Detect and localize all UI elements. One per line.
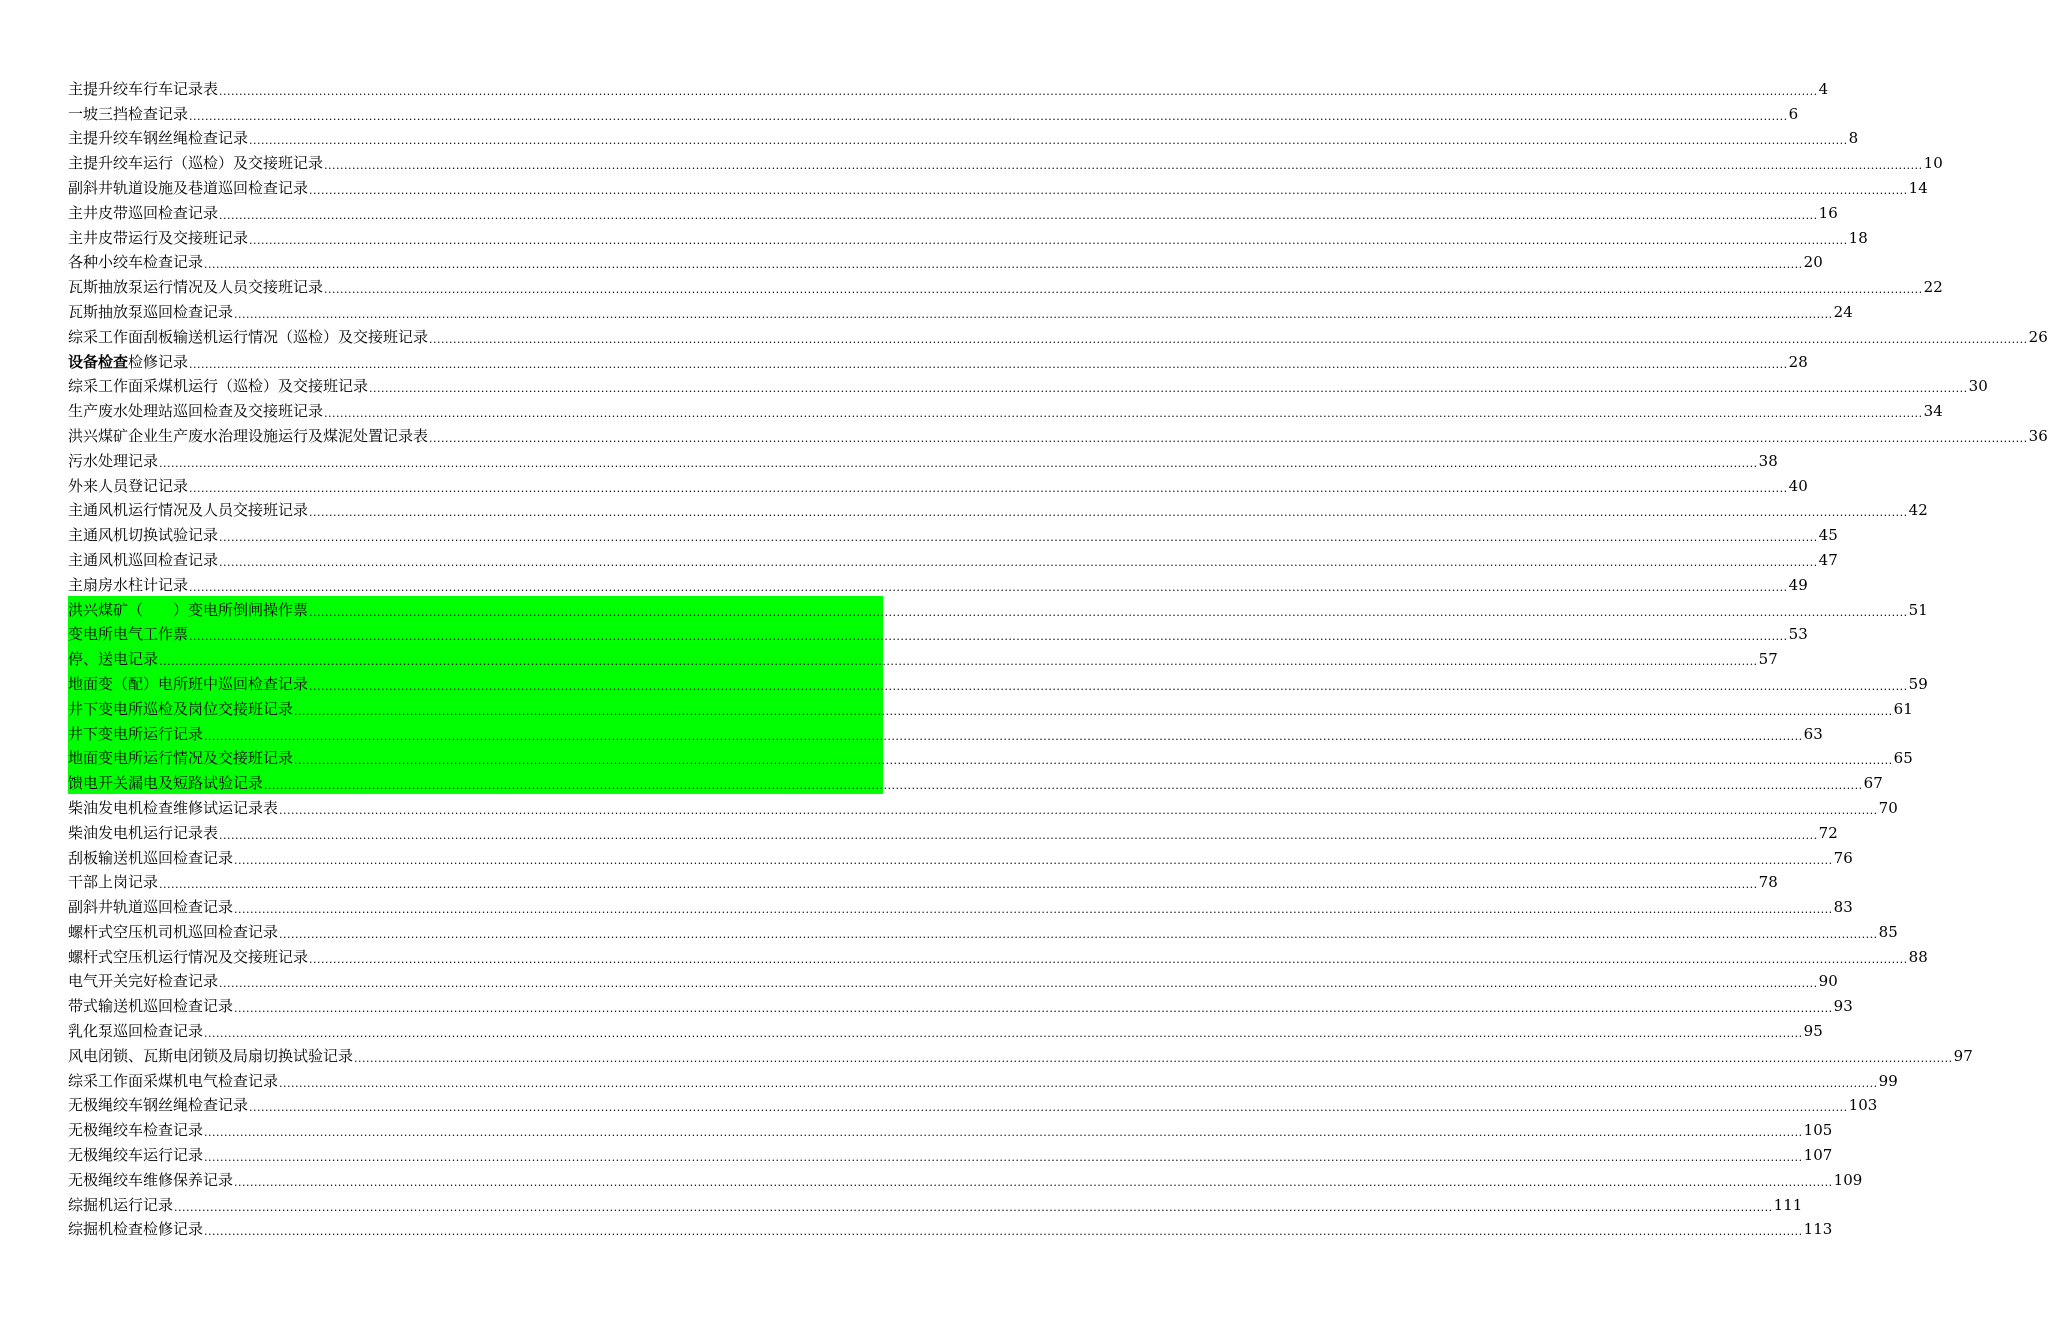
toc-entry[interactable] xyxy=(68,645,1778,670)
dot-leader: ................................................................................................................................................................................................................................................................................................................................................................................................................ xyxy=(309,183,1908,197)
toc-entry[interactable] xyxy=(68,422,2048,447)
toc-entry-title-text: 井下变电所运行记录 xyxy=(68,724,204,743)
toc-entry-title-text: 主井皮带巡回检查记录 xyxy=(68,203,219,222)
dot-leader: ................................................................................................................................................................................................................................................................................................................................................................................................................ xyxy=(309,605,1908,619)
dot-leader: ................................................................................................................................................................................................................................................................................................................................................................................................................ xyxy=(234,1002,1833,1016)
toc-entry-title-text: 无极绳绞车维修保养记录 xyxy=(68,1170,234,1189)
toc-entry-title-text: 副斜井轨道巡回检查记录 xyxy=(68,898,234,917)
toc-entry[interactable] xyxy=(68,546,1838,571)
dot-leader: ................................................................................................................................................................................................................................................................................................................................................................................................................ xyxy=(189,580,1788,594)
toc-entry[interactable] xyxy=(68,992,1853,1017)
dot-leader: ................................................................................................................................................................................................................................................................................................................................................................................................................ xyxy=(369,382,1968,396)
toc-entry[interactable] xyxy=(68,596,1928,621)
toc-entry-title xyxy=(68,1021,203,1042)
toc-entry-title-text: 带式输送机巡回检查记录 xyxy=(68,997,234,1016)
toc-entry-title xyxy=(68,277,323,298)
toc-entry-title xyxy=(68,302,233,323)
toc-entry-page-number: 49 xyxy=(1788,575,1808,594)
toc-entry-page-number: 18 xyxy=(1848,228,1868,247)
toc-entry-title-text: 无极绳绞车检查记录 xyxy=(68,1121,204,1140)
toc-entry[interactable] xyxy=(68,1166,1863,1191)
toc-entry-page-number: 107 xyxy=(1803,1146,1833,1165)
toc-entry-title-text: 地面变电所运行情况及交接班记录 xyxy=(68,749,294,768)
toc-entry-title-text: 污水处理记录 xyxy=(68,451,159,470)
toc-entry-title xyxy=(68,79,218,100)
toc-entry[interactable] xyxy=(68,224,1868,249)
toc-entry[interactable] xyxy=(68,125,1859,150)
toc-entry-title-text: 馈电开关漏电及短路试验记录 xyxy=(68,774,264,793)
toc-entry-title xyxy=(68,1219,203,1240)
dot-leader: ................................................................................................................................................................................................................................................................................................................................................................................................................ xyxy=(309,952,1908,966)
toc-entry[interactable] xyxy=(68,1141,1833,1166)
toc-entry-title xyxy=(68,1120,203,1141)
toc-entry-page-number: 97 xyxy=(1953,1046,1973,1065)
toc-entry-title-text: 主提升绞车行车记录表 xyxy=(68,79,219,98)
toc-entry-title-text: 无极绳绞车运行记录 xyxy=(68,1146,204,1165)
dot-leader: ................................................................................................................................................................................................................................................................................................................................................................................................................ xyxy=(429,332,2028,346)
toc-entry-title xyxy=(68,872,158,893)
toc-entry-page-number: 24 xyxy=(1833,302,1853,321)
toc-entry-title xyxy=(68,848,233,869)
toc-entry[interactable] xyxy=(68,1092,1878,1117)
toc-entry-title xyxy=(68,947,308,968)
toc-entry-page-number: 72 xyxy=(1818,823,1838,842)
toc-entry-page-number: 45 xyxy=(1818,526,1838,545)
toc-entry-title-text: 主扇房水柱计记录 xyxy=(68,575,189,594)
toc-entry[interactable] xyxy=(68,447,1778,472)
dot-leader: ................................................................................................................................................................................................................................................................................................................................................................................................................ xyxy=(219,531,1818,545)
toc-entry[interactable] xyxy=(68,174,1928,199)
toc-entry-page-number: 22 xyxy=(1923,278,1943,297)
dot-leader: ................................................................................................................................................................................................................................................................................................................................................................................................................ xyxy=(249,1101,1848,1115)
toc-entry-page-number: 28 xyxy=(1788,352,1808,371)
toc-entry[interactable] xyxy=(68,1042,1973,1067)
dot-leader: ................................................................................................................................................................................................................................................................................................................................................................................................................ xyxy=(189,109,1788,123)
toc-entry-title-text: 主通风机切换试验记录 xyxy=(68,526,219,545)
toc-entry-title xyxy=(68,352,188,373)
toc-entry-title xyxy=(68,1170,233,1191)
toc-entry-title-text: 停、送电记录 xyxy=(68,650,159,669)
toc-entry-page-number: 95 xyxy=(1803,1022,1823,1041)
toc-entry-title xyxy=(68,327,428,348)
toc-entry-page-number: 34 xyxy=(1923,402,1943,421)
toc-entry-page-number: 109 xyxy=(1833,1170,1863,1189)
toc-entry-title-text: 综掘机检查检修记录 xyxy=(68,1220,204,1239)
dot-leader: ................................................................................................................................................................................................................................................................................................................................................................................................................ xyxy=(219,555,1818,569)
toc-entry-title-text: 生产废水处理站巡回检查及交接班记录 xyxy=(68,402,324,421)
toc-entry[interactable] xyxy=(68,968,1838,993)
toc-entry-title-text: 螺杆式空压机司机巡回检查记录 xyxy=(68,922,279,941)
toc-entry-page-number: 63 xyxy=(1803,724,1823,743)
toc-entry-title xyxy=(68,773,263,794)
dot-leader: ................................................................................................................................................................................................................................................................................................................................................................................................................ xyxy=(234,307,1833,321)
toc-entry-title xyxy=(68,1046,353,1067)
toc-entry-title xyxy=(68,748,293,769)
toc-entry[interactable] xyxy=(68,720,1823,745)
dot-leader: ................................................................................................................................................................................................................................................................................................................................................................................................................ xyxy=(309,679,1908,693)
dot-leader: ................................................................................................................................................................................................................................................................................................................................................................................................................ xyxy=(294,754,1893,768)
dot-leader: ................................................................................................................................................................................................................................................................................................................................................................................................................ xyxy=(234,853,1833,867)
toc-entry-page-number: 83 xyxy=(1833,898,1853,917)
toc-entry-title-text: 综采工作面采煤机运行（巡检）及交接班记录 xyxy=(68,377,369,396)
dot-leader: ................................................................................................................................................................................................................................................................................................................................................................................................................ xyxy=(354,1051,1953,1065)
toc-entry-title-text: 螺杆式空压机运行情况及交接班记录 xyxy=(68,947,309,966)
toc-entry-page-number: 38 xyxy=(1758,451,1778,470)
dot-leader: ................................................................................................................................................................................................................................................................................................................................................................................................................ xyxy=(279,803,1878,817)
toc-entry[interactable] xyxy=(68,497,1928,522)
toc-entry-page-number: 88 xyxy=(1908,947,1928,966)
toc-entry[interactable] xyxy=(68,869,1778,894)
toc-entry-title-text: 瓦斯抽放泵运行情况及人员交接班记录 xyxy=(68,278,324,297)
toc-entry-title-text: 洪兴煤矿（ ）变电所倒闸操作票 xyxy=(68,600,309,619)
dot-leader: ................................................................................................................................................................................................................................................................................................................................................................................................................ xyxy=(429,431,2028,445)
toc-entry-page-number: 93 xyxy=(1833,997,1853,1016)
dot-leader: ................................................................................................................................................................................................................................................................................................................................................................................................................ xyxy=(324,283,1923,297)
dot-leader: ................................................................................................................................................................................................................................................................................................................................................................................................................ xyxy=(309,506,1908,520)
toc-entry-title xyxy=(68,897,233,918)
dot-leader: ................................................................................................................................................................................................................................................................................................................................................................................................................ xyxy=(189,357,1788,371)
toc-entry-page-number: 57 xyxy=(1758,650,1778,669)
toc-entry[interactable] xyxy=(68,621,1808,646)
toc-entry-page-number: 67 xyxy=(1863,774,1883,793)
toc-entry-page-number: 6 xyxy=(1788,104,1799,123)
toc-entry-title xyxy=(68,104,188,125)
toc-entry[interactable] xyxy=(68,249,1823,274)
toc-entry-page-number: 99 xyxy=(1878,1071,1898,1090)
toc-entry-title-text: 瓦斯抽放泵巡回检查记录 xyxy=(68,302,234,321)
toc-entry-title xyxy=(68,451,158,472)
toc-entry-title xyxy=(68,971,218,992)
toc-entry-title xyxy=(68,922,278,943)
toc-entry-page-number: 65 xyxy=(1893,749,1913,768)
toc-entry-title-text: 井下变电所巡检及岗位交接班记录 xyxy=(68,699,294,718)
dot-leader: ................................................................................................................................................................................................................................................................................................................................................................................................................ xyxy=(219,828,1818,842)
toc-entry-page-number: 26 xyxy=(2028,327,2048,346)
toc-entry-page-number: 53 xyxy=(1788,625,1808,644)
toc-entry-title-text: 柴油发电机运行记录表 xyxy=(68,823,219,842)
dot-leader: ................................................................................................................................................................................................................................................................................................................................................................................................................ xyxy=(159,655,1758,669)
toc-entry-page-number: 30 xyxy=(1968,377,1988,396)
toc-entry-title-text: 综采工作面刮板输送机运行情况（巡检）及交接班记录 xyxy=(68,327,429,346)
toc-entry-title xyxy=(68,674,308,695)
toc-entry-title-text: 柴油发电机检查维修试运记录表 xyxy=(68,798,279,817)
toc-entry-title xyxy=(68,1195,173,1216)
toc-entry-title xyxy=(68,178,308,199)
toc-entry-page-number: 51 xyxy=(1908,600,1928,619)
toc-entry[interactable] xyxy=(68,571,1808,596)
toc-entry-page-number: 105 xyxy=(1803,1121,1833,1140)
toc-entry-title-text: 风电闭锁、瓦斯电闭锁及局扇切换试验记录 xyxy=(68,1046,354,1065)
toc-entry-title xyxy=(68,798,278,819)
dot-leader: ................................................................................................................................................................................................................................................................................................................................................................................................................ xyxy=(219,84,1818,98)
toc-entry[interactable] xyxy=(68,769,1883,794)
toc-entry-title-text: 主井皮带运行及交接班记录 xyxy=(68,228,249,247)
dot-leader: ................................................................................................................................................................................................................................................................................................................................................................................................................ xyxy=(279,1076,1878,1090)
toc-entry-title-text: 乳化泵巡回检查记录 xyxy=(68,1022,204,1041)
dot-leader: ................................................................................................................................................................................................................................................................................................................................................................................................................ xyxy=(249,233,1848,247)
toc-entry-title xyxy=(68,575,188,596)
toc-entry-title-text: 刮板输送机巡回检查记录 xyxy=(68,848,234,867)
toc-entry-page-number: 111 xyxy=(1773,1195,1803,1214)
dot-leader: ................................................................................................................................................................................................................................................................................................................................................................................................................ xyxy=(159,878,1758,892)
toc-entry-title xyxy=(68,1145,203,1166)
toc-entry-title-text: 副斜井轨道设施及巷道巡回检查记录 xyxy=(68,178,309,197)
toc-entry-page-number: 78 xyxy=(1758,873,1778,892)
toc-entry-title xyxy=(68,426,428,447)
toc-entry-page-number: 36 xyxy=(2028,426,2048,445)
toc-entry-page-number: 85 xyxy=(1878,922,1898,941)
toc-entry[interactable] xyxy=(68,1116,1833,1141)
toc-entry[interactable] xyxy=(68,397,1943,422)
toc-entry-title xyxy=(68,128,248,149)
toc-entry-title xyxy=(68,203,218,224)
dot-leader: ................................................................................................................................................................................................................................................................................................................................................................................................................ xyxy=(189,630,1788,644)
toc-entry-page-number: 70 xyxy=(1878,798,1898,817)
toc-entry-title xyxy=(68,228,248,249)
dot-leader: ................................................................................................................................................................................................................................................................................................................................................................................................................ xyxy=(204,1126,1803,1140)
toc-entry-title xyxy=(68,550,218,571)
toc-entry-title-text: 主通风机巡回检查记录 xyxy=(68,550,219,569)
toc-entry[interactable] xyxy=(68,373,1988,398)
toc-entry-page-number: 61 xyxy=(1893,699,1913,718)
toc-entry[interactable] xyxy=(68,745,1913,770)
toc-entry-title-text: 主提升绞车钢丝绳检查记录 xyxy=(68,129,249,148)
toc-entry-title xyxy=(68,252,203,273)
dot-leader: ................................................................................................................................................................................................................................................................................................................................................................................................................ xyxy=(249,134,1848,148)
toc-entry-title xyxy=(68,1095,248,1116)
dot-leader: ................................................................................................................................................................................................................................................................................................................................................................................................................ xyxy=(189,481,1788,495)
toc-entry-title-text: 各种小绞车检查记录 xyxy=(68,253,204,272)
toc-entry-page-number: 14 xyxy=(1908,178,1928,197)
toc-entry[interactable] xyxy=(68,670,1928,695)
toc-entry-page-number: 113 xyxy=(1803,1220,1833,1239)
toc-entry[interactable] xyxy=(68,75,1829,100)
toc-entry-title-text: 主通风机运行情况及人员交接班记录 xyxy=(68,501,309,520)
toc-entry-page-number: 103 xyxy=(1848,1096,1878,1115)
toc-entry-title-text: 综采工作面采煤机电气检查记录 xyxy=(68,1071,279,1090)
toc-entry[interactable] xyxy=(68,893,1853,918)
toc-entry[interactable] xyxy=(68,1067,1898,1092)
toc-entry-title-text: 无极绳绞车钢丝绳检查记录 xyxy=(68,1096,249,1115)
toc-entry[interactable] xyxy=(68,472,1808,497)
toc-entry-page-number: 4 xyxy=(1818,79,1829,98)
toc-entry[interactable] xyxy=(68,100,1799,125)
toc-entry-title xyxy=(68,624,188,645)
toc-entry-title-text: 主提升绞车运行（巡检）及交接班记录 xyxy=(68,154,324,173)
toc-entry[interactable] xyxy=(68,1216,1833,1241)
toc-entry-title xyxy=(68,500,308,521)
toc-entry-page-number: 16 xyxy=(1818,203,1838,222)
toc-entry-title xyxy=(68,525,218,546)
toc-entry[interactable] xyxy=(68,323,2048,348)
dot-leader: ................................................................................................................................................................................................................................................................................................................................................................................................................ xyxy=(219,977,1818,991)
toc-entry[interactable] xyxy=(68,273,1943,298)
toc-entry[interactable] xyxy=(68,1017,1823,1042)
dot-leader: ................................................................................................................................................................................................................................................................................................................................................................................................................ xyxy=(204,729,1803,743)
toc-entry-title-text: 电气开关完好检查记录 xyxy=(68,972,219,991)
toc-entry-title-text: 干部上岗记录 xyxy=(68,873,159,892)
toc-entry[interactable] xyxy=(68,298,1853,323)
toc-entry-title xyxy=(68,376,368,397)
toc-entry-title xyxy=(68,724,203,745)
dot-leader: ................................................................................................................................................................................................................................................................................................................................................................................................................ xyxy=(294,704,1893,718)
dot-leader: ................................................................................................................................................................................................................................................................................................................................................................................................................ xyxy=(204,1151,1803,1165)
toc-entry-page-number: 10 xyxy=(1923,154,1943,173)
toc-entry[interactable] xyxy=(68,943,1928,968)
toc-entry-title-text: 检修记录 xyxy=(128,352,189,371)
toc-entry-page-number: 8 xyxy=(1848,129,1859,148)
dot-leader: ................................................................................................................................................................................................................................................................................................................................................................................................................ xyxy=(204,1225,1803,1239)
toc-entry-title-text: 洪兴煤矿企业生产废水治理设施运行及煤泥处置记录表 xyxy=(68,426,429,445)
toc-entry-title xyxy=(68,153,323,174)
toc-entry[interactable] xyxy=(68,918,1898,943)
dot-leader: ................................................................................................................................................................................................................................................................................................................................................................................................................ xyxy=(324,159,1923,173)
toc-entry-page-number: 42 xyxy=(1908,501,1928,520)
toc-entry[interactable] xyxy=(68,819,1838,844)
toc-entry-title-bold: 设备检查 xyxy=(68,352,129,371)
toc-entry-title xyxy=(68,476,188,497)
toc-entry[interactable] xyxy=(68,794,1898,819)
dot-leader: ................................................................................................................................................................................................................................................................................................................................................................................................................ xyxy=(219,208,1818,222)
toc-entry-title xyxy=(68,996,233,1017)
toc-entry-page-number: 47 xyxy=(1818,550,1838,569)
table-of-contents xyxy=(68,75,2048,1240)
toc-entry-page-number: 90 xyxy=(1818,972,1838,991)
dot-leader: ................................................................................................................................................................................................................................................................................................................................................................................................................ xyxy=(264,779,1863,793)
toc-entry-title-text: 地面变（配）电所班中巡回检查记录 xyxy=(68,674,309,693)
toc-entry-title xyxy=(68,699,293,720)
toc-entry-title xyxy=(68,600,308,621)
toc-entry-title xyxy=(68,1071,278,1092)
toc-entry[interactable] xyxy=(68,348,1808,373)
dot-leader: ................................................................................................................................................................................................................................................................................................................................................................................................................ xyxy=(279,927,1878,941)
toc-entry-title xyxy=(68,823,218,844)
dot-leader: ................................................................................................................................................................................................................................................................................................................................................................................................................ xyxy=(204,1027,1803,1041)
toc-entry[interactable] xyxy=(68,695,1913,720)
dot-leader: ................................................................................................................................................................................................................................................................................................................................................................................................................ xyxy=(234,1175,1833,1189)
dot-leader: ................................................................................................................................................................................................................................................................................................................................................................................................................ xyxy=(174,1200,1773,1214)
toc-entry-page-number: 20 xyxy=(1803,253,1823,272)
toc-entry[interactable] xyxy=(68,844,1853,869)
dot-leader: ................................................................................................................................................................................................................................................................................................................................................................................................................ xyxy=(324,407,1923,421)
toc-entry-page-number: 76 xyxy=(1833,848,1853,867)
toc-entry[interactable] xyxy=(68,521,1838,546)
dot-leader: ................................................................................................................................................................................................................................................................................................................................................................................................................ xyxy=(234,903,1833,917)
toc-entry-title xyxy=(68,401,323,422)
toc-entry[interactable] xyxy=(68,1191,1803,1216)
toc-entry-title-text: 外来人员登记记录 xyxy=(68,476,189,495)
toc-entry-title-text: 一坡三挡检查记录 xyxy=(68,104,189,123)
dot-leader: ................................................................................................................................................................................................................................................................................................................................................................................................................ xyxy=(159,456,1758,470)
toc-entry-title-text: 综掘机运行记录 xyxy=(68,1195,174,1214)
toc-entry[interactable] xyxy=(68,199,1838,224)
toc-entry-page-number: 59 xyxy=(1908,674,1928,693)
toc-entry-title-text: 变电所电气工作票 xyxy=(68,625,189,644)
toc-entry-title xyxy=(68,649,158,670)
dot-leader: ................................................................................................................................................................................................................................................................................................................................................................................................................ xyxy=(204,258,1803,272)
toc-entry-page-number: 40 xyxy=(1788,476,1808,495)
toc-entry[interactable] xyxy=(68,149,1943,174)
